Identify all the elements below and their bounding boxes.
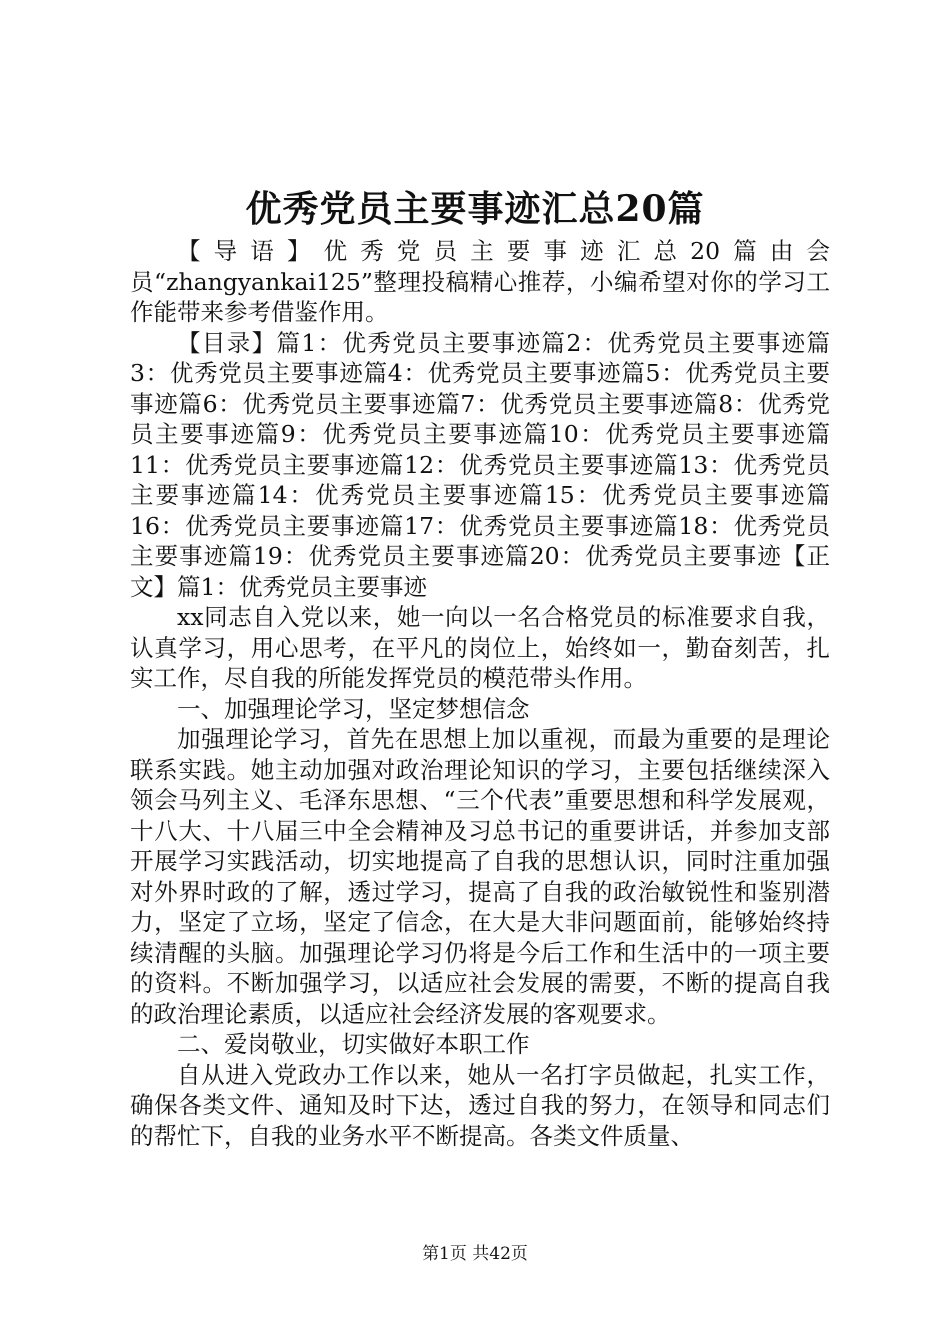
body-paragraph: 加强理论学习，首先在思想上加以重视，而最为重要的是理论联系实践。她主动加强对政治理论知识的学习，主要包括继续深入领会马列主义、毛泽东思想、“三个代表”重要思想和科学发展观，十八大、十八届三中全会精神及习总书记的重要讲话，并参加支部开展学习实践活动，切实地提高了自我的思想认识，同时注重加强对外界时政的了解，透过学习，提高了自我的政治敏锐性和鉴别潜力，坚定了立场，坚定了信念，在大是大非问题面前，能够始终持续清醒的头脑。加强理论学习仍将是今后工作和生活中的一项主要的资料。不断加强学习，以适应社会发展的需要，不断的提高自我的政治理论素质，以适应社会经济发展的客观要求。 [130, 725, 830, 1028]
page-footer: 第1页 共42页 [422, 1244, 528, 1264]
section-heading: 一、加强理论学习，坚定梦想信念 [177, 694, 530, 723]
toc-paragraph: 【目录】篇1：优秀党员主要事迹篇2：优秀党员主要事迹篇3：优秀党员主要事迹篇4：优秀党员主要事迹篇5：优秀党员主要事迹篇6：优秀党员主要事迹篇7：优秀党员主要事迹篇8：优秀党员主要事迹篇9：优秀党员主要事迹篇10：优秀党员主要事迹篇11：优秀党员主要事迹篇12：优秀党员主要事迹篇13：优秀党员主要事迹篇14：优秀党员主要事迹篇15：优秀党员主要事迹篇16：优秀党员主要事迹篇17：优秀党员主要事迹篇18：优秀党员主要事迹篇19：优秀党员主要事迹篇20：优秀党员主要事迹【正文】篇1：优秀党员主要事迹 [130, 328, 830, 601]
intro-paragraph: 【导语】优秀党员主要事迹汇总20篇由会员“zhangyankai125”整理投稿精心推荐，小编希望对你的学习工作能带来参考借鉴作用。 [130, 237, 830, 326]
body-paragraph: xx同志自入党以来，她一向以一名合格党员的标准要求自我，认真学习，用心思考，在平凡的岗位上，始终如一，勤奋刻苦，扎实工作，尽自我的所能发挥党员的模范带头作用。 [130, 603, 830, 692]
section-heading: 二、爱岗敬业，切实做好本职工作 [177, 1030, 530, 1058]
document-body [130, 236, 830, 1151]
body-paragraph: 自从进入党政办工作以来，她从一名打字员做起，扎实工作，确保各类文件、通知及时下达，透过自我的努力，在领导和同志们的帮忙下，自我的业务水平不断提高。各类文件质量、 [130, 1060, 830, 1150]
document-title: 优秀党员主要事迹汇总20篇 [245, 188, 705, 230]
